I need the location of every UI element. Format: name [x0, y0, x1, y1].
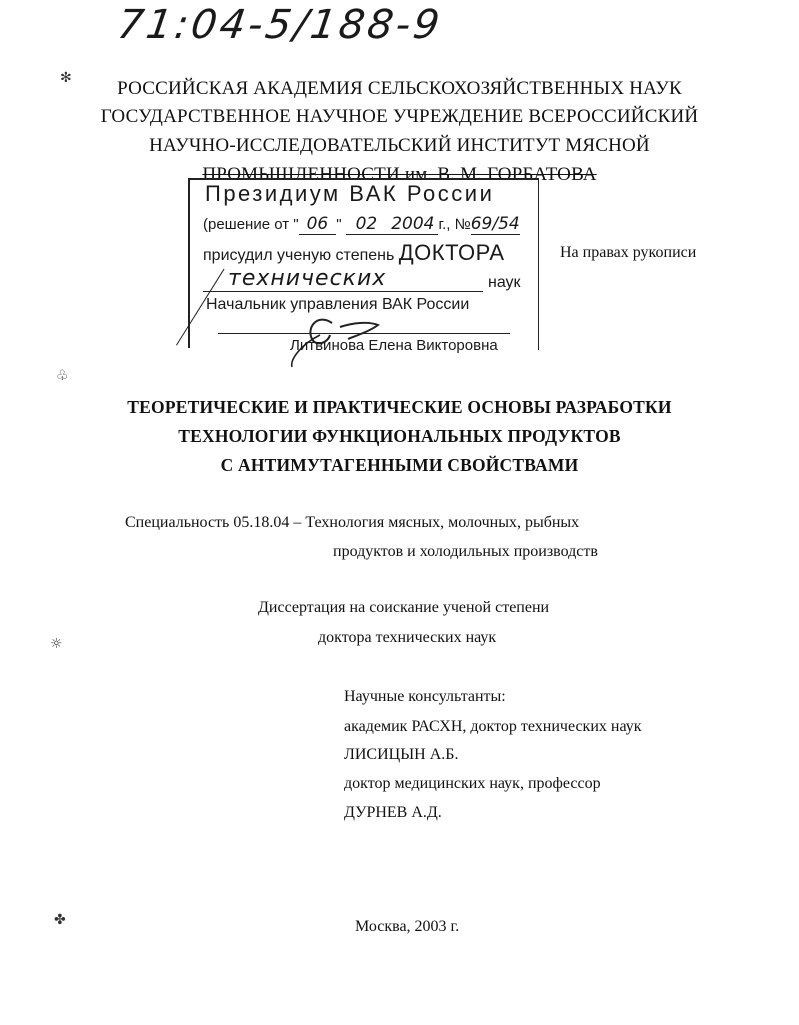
- dissertation-degree-line-1: Диссертация на соискание ученой степени: [258, 599, 550, 616]
- scan-mark-icon: ♧: [56, 368, 69, 384]
- stamp-chief-title: Начальник управления ВАК России: [206, 296, 470, 313]
- scan-mark-icon: ☼: [50, 636, 63, 652]
- specialty-line-1: Специальность 05.18.04 – Технология мясных, молочных, рыбных: [125, 514, 580, 531]
- organization-line: НАУЧНО-ИССЛЕДОВАТЕЛЬСКИЙ ИНСТИТУТ МЯСНОЙ: [149, 135, 650, 156]
- stamp-decision-line: [203, 214, 520, 234]
- dissertation-degree-line-2: доктора технических наук: [318, 629, 497, 646]
- stamp-decision-mid: ": [336, 216, 342, 233]
- place-year: Москва, 2003 г.: [355, 918, 460, 935]
- stamp-field-handwritten: технических: [228, 266, 387, 291]
- stamp-right-border: [538, 178, 539, 350]
- organization-line: РОССИЙСКАЯ АКАДЕМИЯ СЕЛЬСКОХОЗЯЙСТВЕННЫХ НАУК: [117, 78, 682, 99]
- consultants-heading: Научные консультанты:: [344, 688, 506, 705]
- dissertation-title-line: ТЕХНОЛОГИИ ФУНКЦИОНАЛЬНЫХ ПРОДУКТОВ: [178, 426, 621, 446]
- stamp-degree: ДОКТОРА: [398, 240, 505, 265]
- dissertation-title-line: ТЕОРЕТИЧЕСКИЕ И ПРАКТИЧЕСКИЕ ОСНОВЫ РАЗРАБОТКИ: [127, 397, 672, 417]
- organization-line: ПРОМЫШЛЕННОСТИ им. В. М. ГОРБАТОВА: [202, 164, 597, 185]
- stamp-signature-line: [218, 333, 510, 334]
- stamp-chief-name: Литвинова Елена Викторовна: [290, 337, 498, 354]
- stamp-field-suffix: наук: [488, 274, 521, 291]
- stamp-decision-year: 2004: [387, 214, 438, 235]
- dissertation-title-line: С АНТИМУТАГЕННЫМИ СВОЙСТВАМИ: [220, 455, 579, 475]
- stamp-field-line: [203, 291, 483, 292]
- stamp-awarded-line: [203, 240, 505, 266]
- consultant-2-name: ДУРНЕВ А.Д.: [344, 804, 442, 821]
- archive-code: 71:04-5/188-9: [114, 2, 446, 48]
- stamp-title: Президиум ВАК России: [205, 181, 495, 206]
- stamp-decision-year-suffix: г., №: [438, 216, 471, 233]
- specialty-line-2: продуктов и холодильных производств: [333, 543, 598, 560]
- consultant-1-title: академик РАСХН, доктор технических наук: [344, 718, 642, 735]
- stamp-awarded-text: присудил ученую степень: [203, 247, 395, 264]
- stamp-decision-day: 06: [299, 214, 337, 235]
- stamp-decision-month: 02: [346, 214, 388, 235]
- stamp-decision-prefix: (решение от ": [203, 216, 299, 233]
- scan-mark-icon: ✻: [60, 70, 72, 86]
- stamp-decision-number: 69/54: [470, 214, 520, 234]
- scan-mark-icon: ✤: [54, 912, 66, 928]
- organization-line: ГОСУДАРСТВЕННОЕ НАУЧНОЕ УЧРЕЖДЕНИЕ ВСЕРОССИЙСКИЙ: [100, 106, 699, 127]
- consultant-2-title: доктор медицинских наук, профессор: [344, 775, 601, 792]
- consultant-1-name: ЛИСИЦЫН А.Б.: [344, 746, 459, 763]
- manuscript-rights: На правах рукописи: [560, 244, 697, 261]
